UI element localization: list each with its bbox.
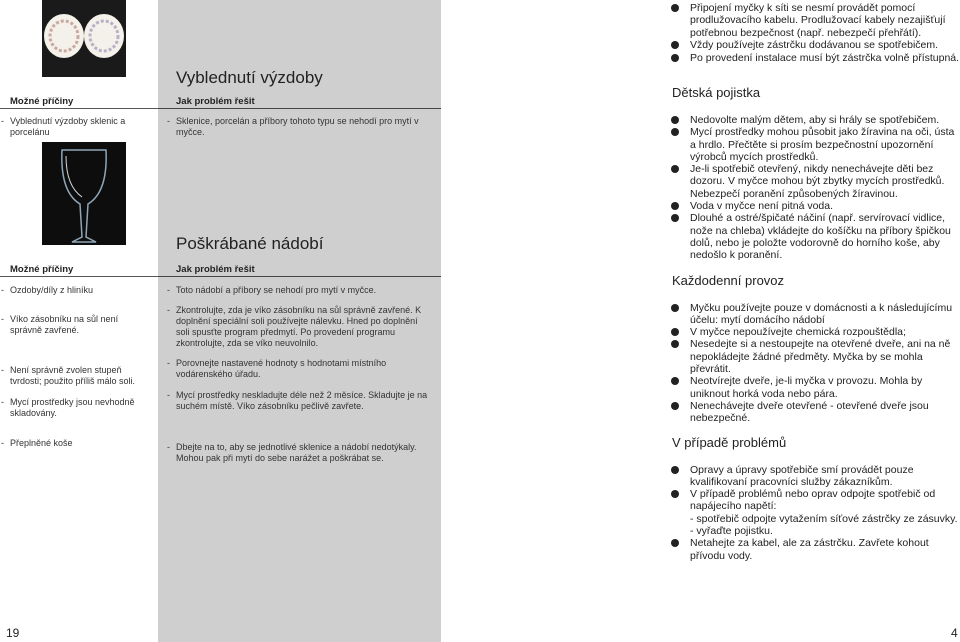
section-1-solution-header: Jak problém řešit — [176, 96, 255, 107]
glass-photo — [42, 142, 126, 245]
daily-bullet-1: V myčce nepoužívejte chemická rozpouštědla; — [660, 326, 960, 338]
problems-bullet-0: Opravy a úpravy spotřebiče smí provádět pouze kvalifikovaní pracovníci služby zákazníkům. — [660, 464, 960, 489]
section-1-cause-header: Možné příčiny — [10, 96, 74, 107]
problems-bullet-1: V případě problémů nebo oprav odpojte spotřebič od napájecího napětí: - spotřebič odpojte vytažením síťové zástrčky ze zásuvky. - vyřaďte pojistku. — [660, 488, 960, 537]
daily-bullet-0: Myčku používejte pouze v domácnosti a k následujícímu účelu: mytí domácího nádobí — [660, 302, 960, 327]
plates-illustration — [42, 0, 126, 77]
intro-bullet-0: Připojení myčky k síti se nesmí provádět pomocí prodlužovacího kabelu. Prodlužovací kabely nezajišťují potřebnou bezpečnost (např. nebezpečí přehřátí). — [660, 2, 960, 39]
section-1-solution-0: - Sklenice, porcelán a příbory tohoto typu se nehodí pro mytí v myčce. — [167, 116, 419, 137]
section-2-cause-0: - Ozdoby/díly z hliníku — [1, 285, 94, 295]
child-lock-bullet-0: Nedovolte malým dětem, aby si hrály se spotřebičem. — [660, 114, 960, 126]
section-2-cause-header: Možné příčiny — [10, 264, 74, 275]
page-number-right: 4 — [951, 626, 958, 640]
section-2-solution-4: - Dbejte na to, aby se jednotlivé sklenice a nádobí nedotýkaly. Mohou pak při mytí do sebe narážet a poškrábat se. — [167, 442, 417, 463]
child-lock-bullet-2: Je-li spotřebič otevřený, nikdy nenechávejte děti bez dozoru. V myčce mohou být zbytky mycích prostředků. Nebezpečí poranění způsobených žíravinou. — [660, 163, 960, 200]
intro-bullets — [660, 2, 960, 78]
right-page — [660, 0, 960, 562]
section-1-rule-right — [158, 108, 441, 109]
section-2-title: Poškrábané nádobí — [176, 234, 324, 253]
intro-bullet-1: Vždy používejte zástrčku dodávanou se spotřebičem. — [660, 39, 960, 52]
section-2-rule-right — [158, 276, 441, 277]
wine-glass-illustration — [42, 142, 126, 245]
daily-bullet-3: Neotvírejte dveře, je-li myčka v provozu. Mohla by uniknout horká voda nebo pára. — [660, 375, 960, 400]
section-2-solution-0: - Toto nádobí a příbory se nehodí pro mytí v myčce. — [167, 285, 377, 295]
child-lock-bullet-1: Mycí prostředky mohou působit jako žíravina na oči, ústa a hrdlo. Přečtěte si prosím bezpečnostní upozornění výrobců mycích prostředků. — [660, 126, 960, 163]
problems-bullet-2: Netahejte za kabel, ale za zástrčku. Zavřete kohout přívodu vody. — [660, 537, 960, 562]
daily-bullet-2: Nesedejte si a nestoupejte na otevřené dveře, ani na ně nepokládejte žádné předměty. Myčka by se mohla převrátit. — [660, 338, 960, 375]
section-2-solution-1: - Zkontrolujte, zda je víko zásobníku na sůl správně zavřené. K doplnění speciální soli používejte nálevku. Hned po doplnění soli spusťte program předmytí. Po provedení programu zkontrolujte, zda se víko neuvolnilo. — [167, 305, 422, 348]
problems-title: V případě problémů — [672, 434, 787, 450]
section-2-rule-left — [0, 276, 158, 277]
daily-bullet-4: Nenechávejte dveře otevřené - otevřené dveře jsou nebezpečné. — [660, 400, 960, 425]
section-1-rule-left — [0, 108, 158, 109]
section-2-cause-2: - Není správně zvolen stupeň tvrdosti; použito příliš málo soli. — [1, 365, 136, 386]
section-2-solution-2: - Porovnejte nastavené hodnoty s hodnotami místního vodárenského úřadu. — [167, 358, 387, 379]
daily-title: Každodenní provoz — [672, 272, 785, 288]
child-lock-title: Dětská pojistka — [672, 85, 761, 100]
intro-bullet-2: Po provedení instalace musí být zástrčka volně přístupná. — [660, 52, 960, 78]
child-lock-bullet-4: Dlouhé a ostré/špičaté náčiní (např. servírovací vidlice, nože na chleba) vkládejte do košíčku na příbory špičkou dolů, nebo je položte vodorovně do horního koše, aby nedošlo k poranění. — [660, 212, 960, 261]
plates-photo — [42, 0, 126, 77]
section-1-cause-0: - Vyblednutí výzdoby sklenic a porcelánu — [1, 116, 126, 137]
section-2-cause-1: - Víko zásobníku na sůl není správně zavřené. — [1, 314, 119, 335]
section-2-solution-3: - Mycí prostředky neskladujte déle než 2 měsíce. Skladujte je na suchém místě. Víko zásobníku pečlivě zavřete. — [167, 390, 428, 411]
section-1-title: Vyblednutí výzdoby — [176, 68, 323, 87]
section-2-cause-3: - Mycí prostředky jsou nevhodně skladovány. — [1, 397, 135, 418]
page-number-left: 19 — [6, 626, 20, 640]
child-lock-bullet-3: Voda v myčce není pitná voda. — [660, 200, 960, 212]
section-2-solution-header: Jak problém řešit — [176, 264, 255, 275]
section-2-cause-4: - Přeplněné koše — [1, 438, 73, 448]
